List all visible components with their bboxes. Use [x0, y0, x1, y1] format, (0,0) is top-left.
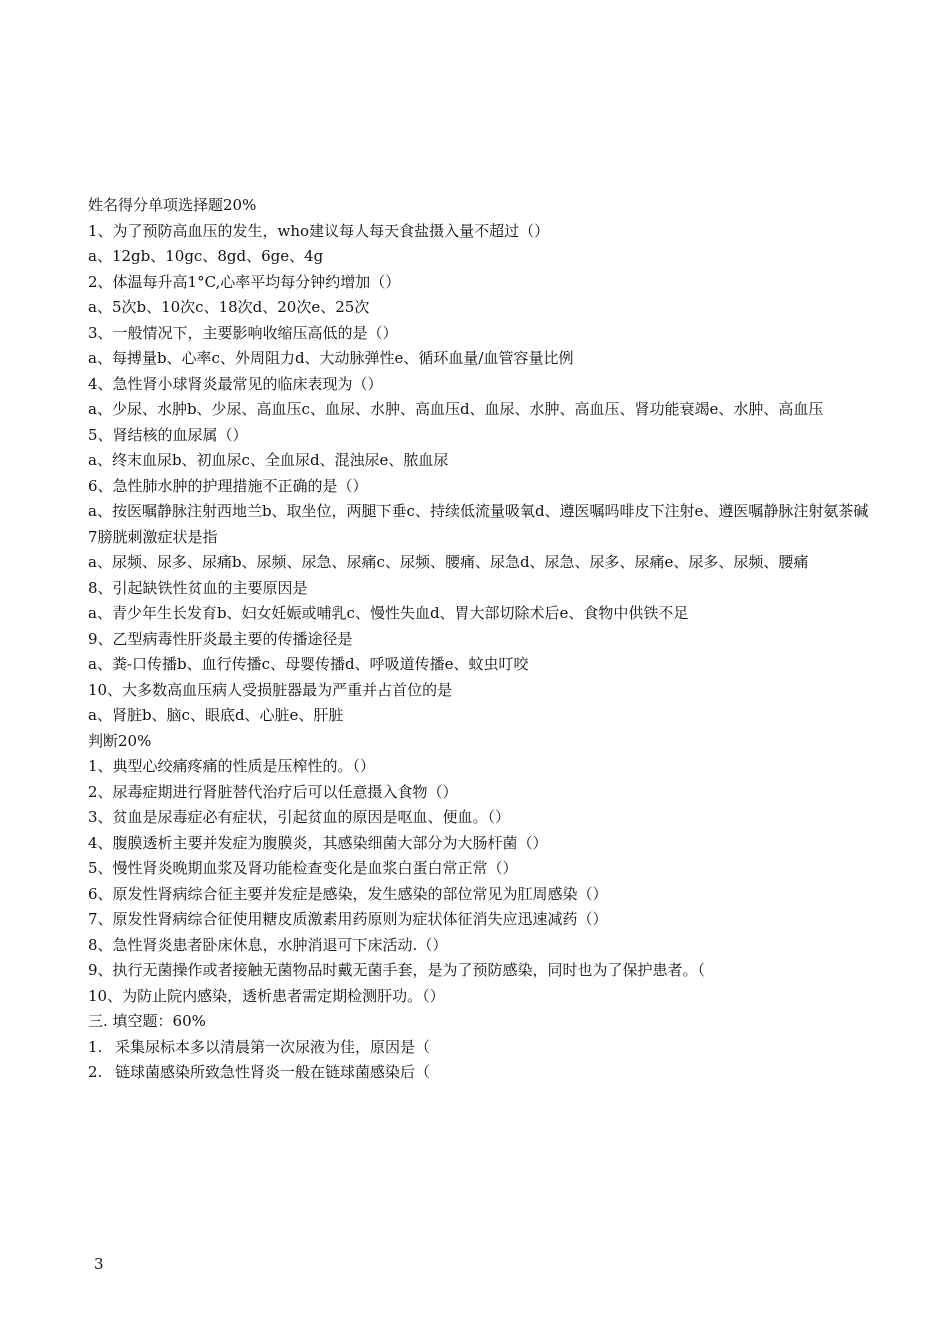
- options-6: a、按医嘱静脉注射西地兰b、取坐位，两腿下垂c、持续低流量吸氧d、遵医嘱吗啡皮下注射e、遵医嘱静脉注射氨茶碱: [88, 502, 869, 520]
- question-4: 4、急性肾小球肾炎最常见的临床表现为（）: [88, 374, 383, 393]
- judgment-5: 5、慢性肾炎晚期血浆及肾功能检查变化是血浆白蛋白常正常（）: [88, 859, 518, 877]
- judgment-6: 6、原发性肾病综合征主要并发症是感染，发生感染的部位常见为肛周感染（）: [88, 884, 608, 903]
- question-5: 5、肾结核的血尿属（）: [88, 425, 248, 444]
- judgment-3: 3、贫血是尿毒症必有症状，引起贫血的原因是呕血、便血。（）: [88, 808, 511, 826]
- question-9: 9、乙型病毒性肝炎最主要的传播途径是: [88, 629, 353, 648]
- judgment-7: 7、原发性肾病综合征使用糖皮质激素用药原则为症状体征消失应迅速减药（）: [88, 910, 608, 928]
- section-title: 姓名得分单项选择题20%: [88, 196, 257, 214]
- options-7: a、尿频、尿多、尿痛b、尿频、尿急、尿痛c、尿频、腰痛、尿急d、尿急、尿多、尿痛e、尿多、尿频、腰痛: [88, 553, 809, 571]
- options-1: a、12gb、10gc、8gd、6ge、4g: [88, 247, 324, 265]
- question-3: 3、一般情况下，主要影响收缩压高低的是（）: [88, 323, 398, 342]
- fill-item-2: [88, 1060, 878, 1086]
- options-4: a、少尿、水肿b、少尿、高血压c、血尿、水肿、高血压d、血尿、水肿、高血压、肾功能衰竭e、水肿、高血压: [88, 400, 824, 418]
- options-9: a、粪-口传播b、血行传播c、母婴传播d、呼吸道传播e、蚊虫叮咬: [88, 655, 529, 673]
- judgment-8: 8、急性肾炎患者卧床休息，水肿消退可下床活动.（）: [88, 935, 448, 954]
- question-1: 1、为了预防高血压的发生，who建议每人每天食盐摄入量不超过（）: [88, 221, 550, 240]
- judgment-section-title: 判断20%: [88, 731, 152, 750]
- options-10: a、肾脏b、脑c、眼底d、心脏e、肝脏: [88, 706, 344, 724]
- fill-section-title: 三. 填空题：60%: [88, 1012, 206, 1030]
- judgment-1: 1、典型心绞痛疼痛的性质是压榨性的。（）: [88, 757, 376, 775]
- fill-item-number: 2.: [88, 1063, 103, 1081]
- options-8: a、青少年生长发育b、妇女妊娠或哺乳c、慢性失血d、胃大部切除术后e、食物中供铁不足: [88, 604, 689, 622]
- options-3: a、每搏量b、心率c、外周阻力d、大动脉弹性e、循环血量/血管容量比例: [88, 349, 574, 367]
- fill-item-number: 1.: [88, 1037, 103, 1056]
- judgment-10: 10、为防止院内感染，透析患者需定期检测肝功。（）: [88, 986, 445, 1005]
- question-8: 8、引起缺铁性贫血的主要原因是: [88, 578, 308, 597]
- fill-item-1: [88, 1035, 878, 1061]
- fill-item-text: 链球菌感染所致急性肾炎一般在链球菌感染后（: [115, 1063, 431, 1081]
- page-number: 3: [94, 1255, 104, 1273]
- exam-content: [88, 193, 878, 1086]
- judgment-9: 9、执行无菌操作或者接触无菌物品时戴无菌手套，是为了预防感染，同时也为了保护患者。（: [88, 961, 706, 979]
- question-6: 6、急性肺水肿的护理措施不正确的是（）: [88, 476, 368, 495]
- judgment-4: 4、腹膜透析主要并发症为腹膜炎，其感染细菌大部分为大肠杆菌（）: [88, 833, 548, 852]
- options-5: a、终末血尿b、初血尿c、全血尿d、混浊尿e、脓血尿: [88, 451, 449, 469]
- fill-item-text: 采集尿标本多以清晨第一次尿液为佳，原因是（: [115, 1037, 431, 1056]
- question-10: 10、大多数高血压病人受损脏器最为严重并占首位的是: [88, 680, 453, 699]
- options-2: a、5次b、10次c、18次d、20次e、25次: [88, 298, 370, 316]
- question-2: 2、体温每升高1°C,心率平均每分钟约增加（）: [88, 272, 401, 291]
- question-7: 7膀胱刺激症状是指: [88, 527, 218, 546]
- judgment-2: 2、尿毒症期进行肾脏替代治疗后可以任意摄入食物（）: [88, 782, 458, 801]
